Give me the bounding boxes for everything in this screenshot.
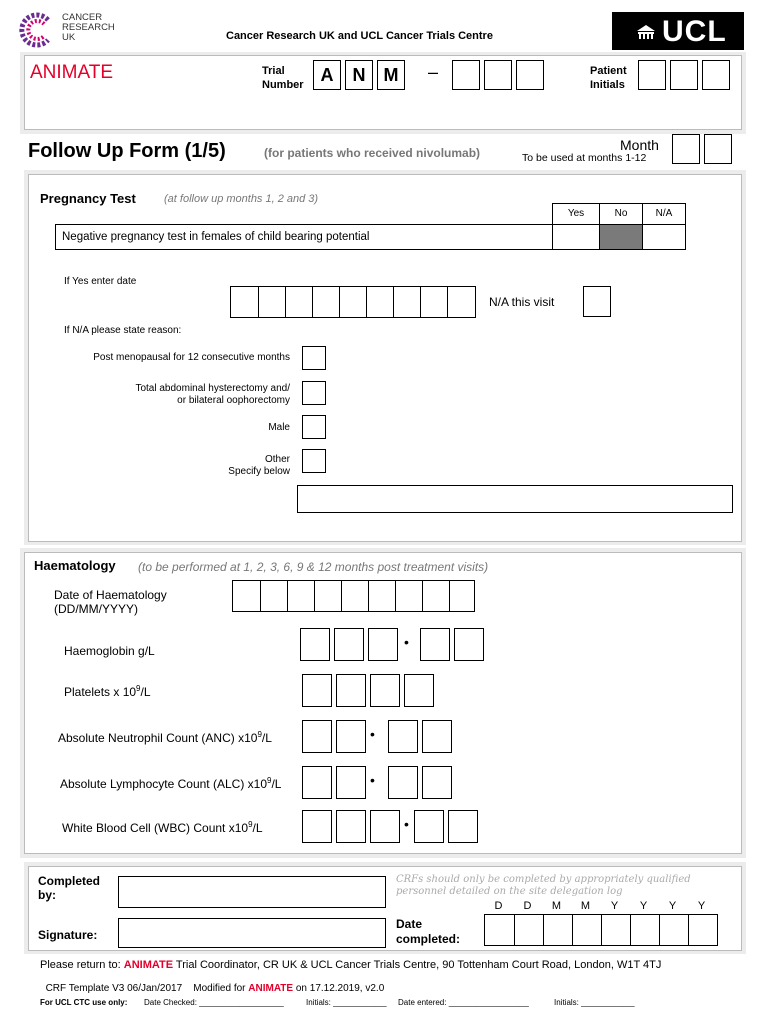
month-note: To be used at months 1-12 (522, 152, 647, 164)
date-letter-3: M (551, 900, 562, 912)
return-address (40, 959, 661, 971)
trial-number-digit-2[interactable] (484, 60, 512, 90)
date-letter-1: D (494, 900, 503, 912)
reason-male: Male (268, 422, 290, 433)
reason-other-checkbox[interactable] (302, 449, 326, 473)
date-letter-2: D (523, 900, 532, 912)
signature-label: Signature: (38, 928, 98, 942)
date-completed-label-2: completed: (396, 932, 461, 946)
anc-label-post: /L (261, 731, 272, 745)
anc-decimal-dot: • (370, 726, 375, 742)
alc-digit-3[interactable] (388, 766, 418, 799)
return-address-trial: ANIMATE (123, 959, 174, 971)
ucl-logo-text: UCL (662, 15, 727, 48)
platelets-digit-2[interactable] (336, 674, 366, 707)
anc-digit-2[interactable] (336, 720, 366, 753)
haematology-date-boxes[interactable] (232, 580, 475, 612)
cruk-logo-line-2: RESEARCH (62, 22, 115, 33)
return-address-post: Trial Coordinator, CR UK & UCL Cancer Trials Centre, 90 Tottenham Court Road, London, W1T 4TJ (173, 959, 662, 971)
reason-hysterectomy (60, 383, 290, 407)
date-completed-boxes[interactable] (484, 914, 718, 946)
alc-digit-1[interactable] (302, 766, 332, 799)
haemoglobin-label: Haemoglobin g/L (64, 644, 155, 658)
haematology-note: (to be performed at 1, 2, 3, 6, 9 & 12 months post treatment visits) (138, 560, 489, 574)
col-no-header (599, 203, 643, 225)
date-letter-4: M (580, 900, 591, 912)
if-na-label: If N/A please state reason: (64, 325, 182, 336)
alc-label-pre: Absolute Lymphocyte Count (ALC) x10 (60, 777, 267, 791)
pregnancy-na-cell[interactable] (642, 224, 686, 250)
na-visit-label: N/A this visit (489, 295, 555, 309)
wbc-label-pre: White Blood Cell (WBC) Count x10 (62, 821, 249, 835)
wbc-label-post: /L (252, 821, 263, 835)
alc-digit-4[interactable] (422, 766, 452, 799)
pregnancy-no-cell (599, 224, 643, 250)
anc-label (58, 730, 272, 745)
cruk-logo (18, 12, 118, 48)
month-digit-2[interactable] (704, 134, 732, 164)
trial-number-label-2: Number (262, 79, 304, 91)
platelets-label (64, 684, 151, 699)
crf-template-line (40, 972, 384, 994)
anc-label-pre: Absolute Neutrophil Count (ANC) x10 (58, 731, 258, 745)
col-na-header-label: N/A (655, 208, 673, 219)
wbc-label (62, 820, 263, 835)
crf-note-line-1: CRFs should only be completed by appropriately qualified (396, 874, 691, 885)
patient-initials-label-1: Patient (590, 65, 627, 77)
platelets-label-post: /L (140, 685, 151, 699)
anc-exponent: 9 (257, 730, 262, 739)
trial-number-digit-3[interactable] (516, 60, 544, 90)
date-letter-5: Y (610, 900, 619, 912)
col-yes-header (552, 203, 600, 225)
wbc-digit-2[interactable] (336, 810, 366, 843)
date-completed-letters (484, 900, 716, 912)
crf-template-post: on 17.12.2019, v2.0 (293, 983, 385, 994)
trial-number-label-1: Trial (262, 65, 285, 77)
platelets-digit-4[interactable] (404, 674, 434, 707)
platelets-exponent: 9 (136, 684, 141, 693)
return-address-pre: Please return to: (40, 959, 124, 971)
month-label: Month (620, 137, 659, 153)
platelets-label-pre: Platelets x 10 (64, 685, 137, 699)
col-na-header (642, 203, 686, 225)
reason-post-menopausal: Post menopausal for 12 consecutive months (93, 352, 290, 363)
na-visit-checkbox[interactable] (583, 286, 611, 317)
completed-by-label: Completed by: (38, 874, 101, 902)
header-title: Cancer Research UK and UCL Cancer Trials Centre (226, 30, 493, 42)
crf-template-pre: CRF Template V3 06/Jan/2017 Modified for (45, 983, 249, 994)
wbc-digit-5[interactable] (448, 810, 478, 843)
haemoglobin-digit-3[interactable] (368, 628, 398, 661)
haemoglobin-digit-2[interactable] (334, 628, 364, 661)
patient-initial-3[interactable] (702, 60, 730, 90)
reason-other-line-1: Other (264, 454, 290, 465)
ctc-date-checked: Date Checked: ___________________ (144, 998, 284, 1007)
trial-code-n: N (345, 60, 373, 90)
crf-note-line-2: personnel detailed on the site delegation log (396, 886, 623, 897)
reason-male-checkbox[interactable] (302, 415, 326, 439)
trial-code-boxes (313, 60, 404, 90)
haemoglobin-decimal-dot: • (404, 634, 409, 650)
col-no-header-label: No (614, 208, 628, 219)
pregnancy-heading: Pregnancy Test (40, 191, 136, 206)
form-subtitle: (for patients who received nivolumab) (264, 146, 481, 160)
ctc-initials-2: Initials: ____________ (554, 998, 635, 1007)
cruk-logo-line-3: UK (62, 32, 76, 43)
ctc-date-entered: Date entered: __________________ (398, 998, 529, 1007)
crf-note (396, 874, 691, 898)
reason-hysterectomy-line-1: Total abdominal hysterectomy and/ (135, 383, 290, 394)
haemoglobin-digit-5[interactable] (454, 628, 484, 661)
date-letter-7: Y (668, 900, 677, 912)
ctc-label: For UCL CTC use only: (40, 998, 128, 1007)
ctc-use-only-line (40, 998, 635, 1007)
patient-initials-label (590, 64, 627, 92)
wbc-decimal-dot: • (404, 816, 409, 832)
pregnancy-date-boxes (230, 286, 476, 318)
reason-other-line-2: Specify below (228, 466, 290, 477)
platelets-digit-1[interactable] (302, 674, 332, 707)
anc-digit-1[interactable] (302, 720, 332, 753)
reason-hysterectomy-line-2: or bilateral oophorectomy (177, 395, 290, 406)
haematology-heading: Haematology (34, 558, 116, 573)
anc-digit-3[interactable] (388, 720, 418, 753)
trial-name: ANIMATE (30, 62, 114, 83)
haemoglobin-digit-1[interactable] (300, 628, 330, 661)
pregnancy-row-label (55, 224, 553, 250)
alc-label (60, 776, 281, 791)
haematology-date-label-2: (DD/MM/YYYY) (54, 602, 138, 616)
alc-decimal-dot: • (370, 772, 375, 788)
alc-digit-2[interactable] (336, 766, 366, 799)
wbc-exponent: 9 (248, 820, 253, 829)
patient-initials-label-2: Initials (590, 79, 625, 91)
wbc-digit-1[interactable] (302, 810, 332, 843)
date-completed-label (396, 917, 460, 947)
haemoglobin-digit-4[interactable] (420, 628, 450, 661)
if-yes-label: If Yes enter date (64, 276, 137, 287)
trial-number-label (262, 64, 304, 92)
haematology-date-label (54, 588, 167, 616)
date-letter-6: Y (639, 900, 648, 912)
date-letter-8: Y (697, 900, 706, 912)
other-specify-field[interactable] (297, 485, 733, 513)
patient-initial-1[interactable] (638, 60, 666, 90)
reason-hysterectomy-checkbox[interactable] (302, 381, 326, 405)
anc-digit-4[interactable] (422, 720, 452, 753)
col-yes-header-label: Yes (567, 208, 585, 219)
ucl-logo (612, 12, 744, 50)
trial-code-m: M (377, 60, 405, 90)
haematology-date-label-1: Date of Haematology (54, 588, 167, 602)
crf-template-trial: ANIMATE (248, 983, 294, 994)
trial-number-dash: – (428, 62, 439, 82)
month-digit-1[interactable] (672, 134, 700, 164)
pregnancy-row-label-text: Negative pregnancy test in females of child bearing potential (62, 231, 370, 243)
signature-field[interactable] (118, 918, 386, 948)
pregnancy-note: (at follow up months 1, 2 and 3) (164, 193, 319, 205)
reason-post-menopausal-checkbox[interactable] (302, 346, 326, 370)
completed-by-field[interactable] (118, 876, 386, 908)
pregnancy-yes-cell[interactable] (552, 224, 600, 250)
trial-code-a: A (313, 60, 341, 90)
ctc-initials-1: Initials: ____________ (306, 998, 387, 1007)
patient-initial-2[interactable] (670, 60, 698, 90)
alc-label-post: /L (271, 777, 282, 791)
wbc-digit-3[interactable] (370, 810, 400, 843)
alc-exponent: 9 (267, 776, 272, 785)
ucl-portico-icon (636, 24, 656, 40)
trial-number-digit-1[interactable] (452, 60, 480, 90)
cruk-logo-mark-icon (18, 12, 54, 48)
reason-other (60, 454, 290, 478)
form-title: Follow Up Form (1/5) (28, 140, 226, 162)
date-completed-label-1: Date (396, 917, 423, 931)
wbc-digit-4[interactable] (414, 810, 444, 843)
cruk-logo-line-1: CANCER (62, 12, 103, 23)
platelets-digit-3[interactable] (370, 674, 400, 707)
